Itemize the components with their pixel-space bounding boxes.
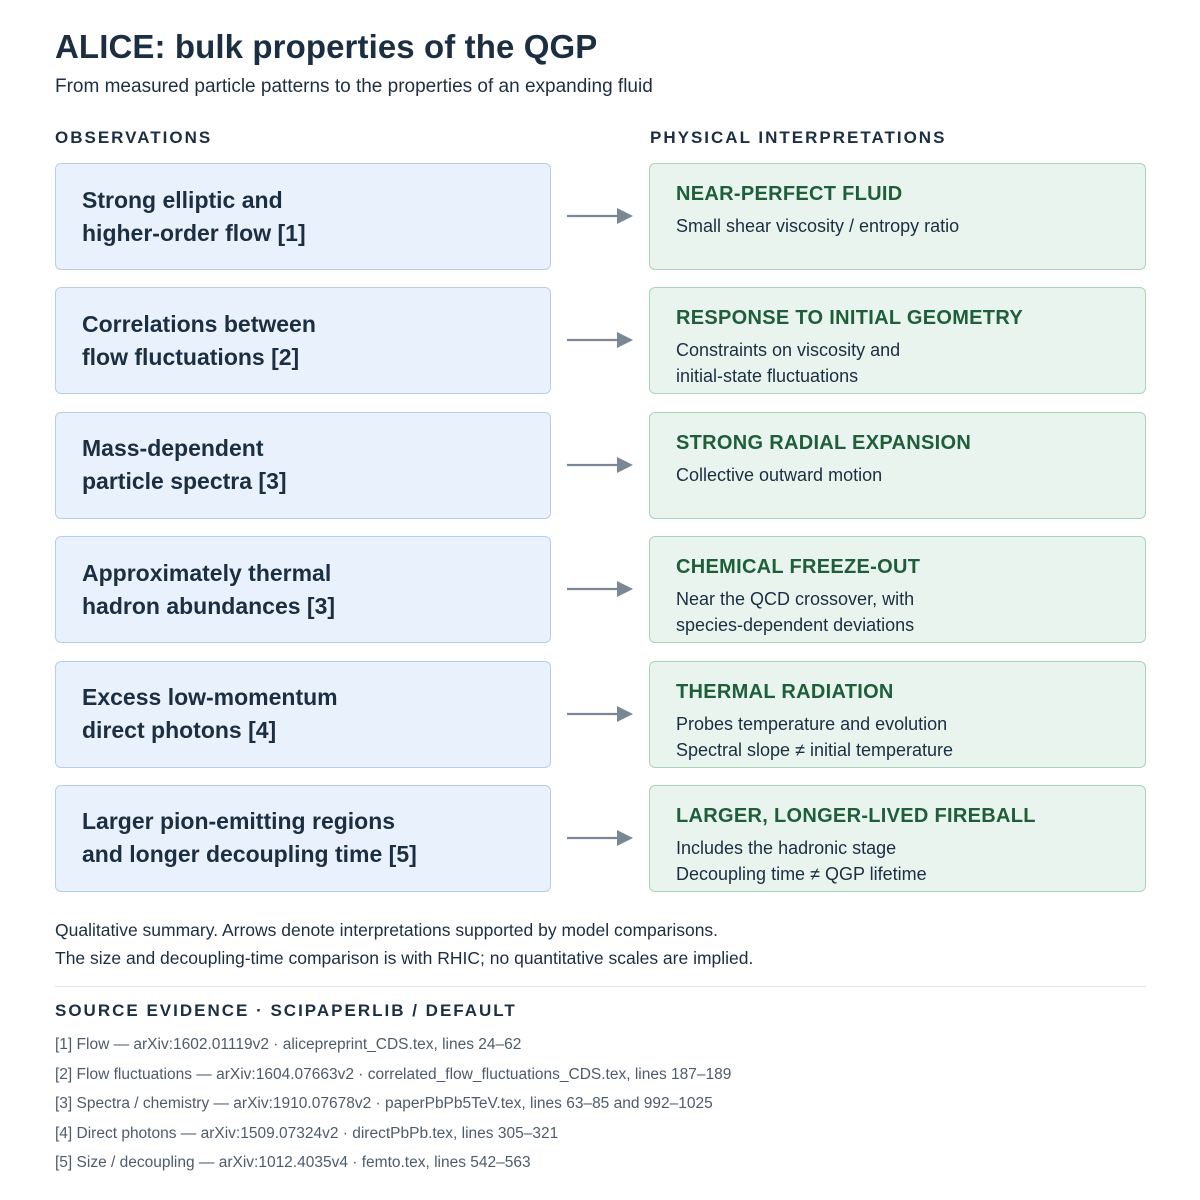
- interpretation-box: [649, 287, 1146, 394]
- source-item: [1] Flow — arXiv:1602.01119v2 · alicepreprint_CDS.tex, lines 24–62: [55, 1036, 522, 1053]
- arrow-icon: [567, 454, 635, 476]
- observation-box: [55, 287, 551, 394]
- row-flow-fluctuations: [55, 287, 1146, 394]
- interpretation-detail: Collective outward motion: [676, 464, 883, 485]
- observation-text: Larger pion-emitting regions and longer decoupling time [5]: [82, 808, 417, 868]
- observation-text: Correlations between flow fluctuations [2]: [82, 310, 316, 370]
- interpretation-detail: Constraints on viscosity and initial-state fluctuations: [676, 340, 901, 387]
- summary-note-line: Qualitative summary. Arrows denote interpretations supported by model comparisons.: [55, 920, 719, 940]
- source-item: [4] Direct photons — arXiv:1509.07324v2 · directPbPb.tex, lines 305–321: [55, 1124, 559, 1142]
- interpretation-box: [649, 785, 1146, 892]
- interpretation-detail: Near the QCD crossover, with species-dependent deviations: [676, 589, 915, 636]
- row-flow: [55, 163, 1146, 270]
- interpretation-heading: LARGER, LONGER-LIVED FIREBALL: [676, 804, 1036, 827]
- observation-text: Approximately thermal hadron abundances [3]: [82, 559, 336, 619]
- interpretations-column-heading: PHYSICAL INTERPRETATIONS: [650, 128, 947, 147]
- observation-box: [55, 163, 551, 270]
- summary-note: [55, 916, 753, 972]
- observation-box: [55, 536, 551, 643]
- page-subtitle: From measured particle patterns to the properties of an expanding fluid: [55, 76, 653, 97]
- source-item: [2] Flow fluctuations — arXiv:1604.07663v2 · correlated_flow_fluctuations_CDS.tex, lines 187–189: [55, 1065, 732, 1083]
- source-list: [55, 1030, 731, 1178]
- row-fireball-size: [55, 785, 1146, 892]
- page-title: ALICE: bulk properties of the QGP: [55, 28, 598, 65]
- interpretation-box: [649, 661, 1146, 768]
- row-direct-photons: [55, 661, 1146, 768]
- interpretation-heading: RESPONSE TO INITIAL GEOMETRY: [676, 307, 1023, 330]
- arrow-icon: [567, 578, 635, 600]
- arrow-icon: [567, 329, 635, 351]
- observation-box: [55, 661, 551, 768]
- interpretation-box: [649, 412, 1146, 519]
- interpretation-box: [649, 536, 1146, 643]
- section-divider: [55, 986, 1146, 987]
- observation-text: Strong elliptic and higher-order flow [1]: [82, 186, 306, 246]
- observation-text: Excess low-momentum direct photons [4]: [82, 684, 338, 744]
- interpretation-heading: NEAR-PERFECT FLUID: [676, 183, 903, 205]
- observations-column-heading: OBSERVATIONS: [55, 128, 213, 147]
- arrow-icon: [567, 827, 635, 849]
- source-evidence-heading: SOURCE EVIDENCE · SCIPAPERLIB / DEFAULT: [55, 1001, 517, 1020]
- observation-text: Mass-dependent particle spectra [3]: [82, 435, 287, 495]
- interpretation-heading: CHEMICAL FREEZE-OUT: [676, 556, 921, 579]
- observation-box: [55, 412, 551, 519]
- interpretation-detail: Probes temperature and evolution Spectral slope ≠ initial temperature: [676, 713, 954, 760]
- interpretation-detail: Small shear viscosity / entropy ratio: [676, 216, 960, 236]
- observation-box: [55, 785, 551, 892]
- source-item: [5] Size / decoupling — arXiv:1012.4035v4 · femto.tex, lines 542–563: [55, 1154, 531, 1171]
- interpretation-detail: Includes the hadronic stage Decoupling time ≠ QGP lifetime: [676, 837, 927, 884]
- observation-interpretation-rows: [55, 163, 1146, 909]
- arrow-icon: [567, 703, 635, 725]
- source-item: [3] Spectra / chemistry — arXiv:1910.07678v2 · paperPbPb5TeV.tex, lines 63–85 and 992–1025: [55, 1095, 713, 1112]
- interpretation-heading: STRONG RADIAL EXPANSION: [676, 431, 972, 454]
- row-hadron-abundances: [55, 536, 1146, 643]
- interpretation-heading: THERMAL RADIATION: [676, 680, 894, 703]
- arrow-icon: [567, 205, 635, 227]
- summary-note-line: The size and decoupling-time comparison is with RHIC; no quantitative scales are implied.: [55, 948, 754, 968]
- row-spectra: [55, 412, 1146, 519]
- interpretation-box: [649, 163, 1146, 270]
